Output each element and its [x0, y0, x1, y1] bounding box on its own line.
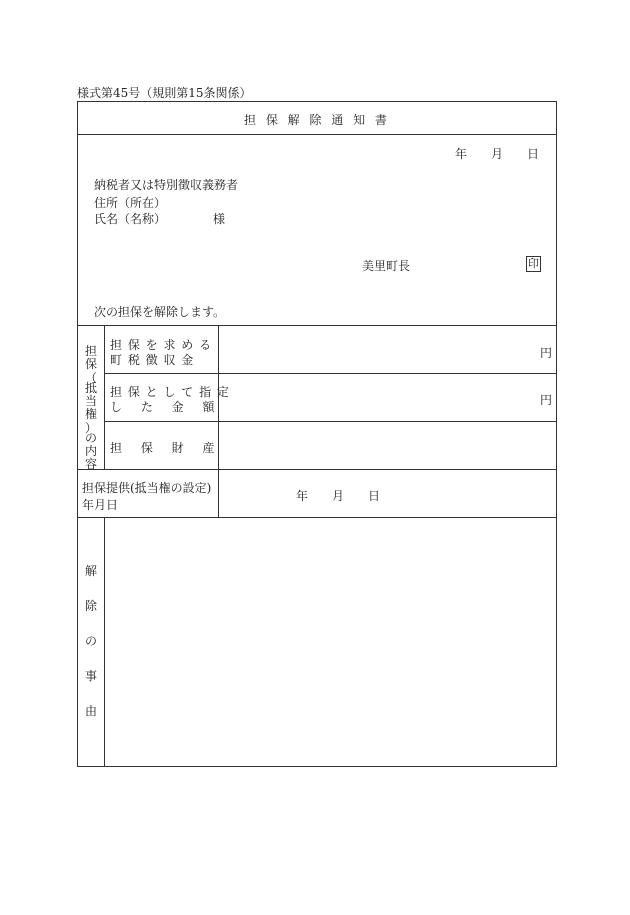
document-title: 担 保 解 除 通 知 書: [244, 113, 390, 127]
reason-side-label: 解 除 の 事 由: [84, 564, 97, 718]
row1-unit: 円: [540, 346, 553, 360]
seal-mark: 印: [528, 257, 539, 270]
row1-amount-field[interactable]: [222, 330, 532, 370]
row2-amount-field[interactable]: [222, 377, 532, 417]
reason-text-area[interactable]: [108, 521, 552, 761]
name-label: 氏名（名称）: [94, 212, 167, 226]
row2-label-line1: 担 保 と し て 指 定: [110, 385, 230, 399]
collateral-side-label: 担 保 （ 抵 当 権 ） の 内 容: [84, 344, 97, 471]
row2-unit: 円: [540, 393, 553, 407]
provision-label-line1: 担保提供(抵当権の設定): [82, 481, 212, 495]
provision-divider: [77, 517, 557, 518]
issuer-title: 美里町長: [362, 259, 411, 273]
row1-label-line1: 担 保 を 求 め る: [110, 338, 213, 352]
provision-date-value: 年 月 日: [296, 489, 381, 503]
row2-label-line2: し た 金 額: [110, 400, 216, 414]
title-divider: [77, 134, 557, 135]
row1-label-line2: 町 税 徴 収 金: [110, 353, 195, 367]
notice-text: 次の担保を解除します。: [94, 305, 226, 319]
label-value-divider: [218, 325, 219, 517]
addressee-divider: [77, 325, 557, 326]
row-divider-1: [104, 373, 557, 374]
row3-label: 担 保 財 産: [110, 441, 216, 455]
collateral-divider: [77, 469, 557, 470]
addressee-label: 納税者又は特別徴収義務者: [94, 178, 239, 192]
address-label: 住所（所在）: [94, 196, 167, 210]
row3-property-field[interactable]: [222, 425, 552, 465]
honorific: 様: [213, 212, 226, 226]
issue-date: 年 月 日: [455, 147, 540, 161]
form-number: 様式第45号（規則第15条関係）: [77, 86, 252, 100]
collateral-side-divider: [104, 325, 105, 469]
reason-side-divider: [104, 517, 105, 766]
provision-label-line2: 年月日: [82, 498, 119, 512]
row-divider-2: [104, 421, 557, 422]
